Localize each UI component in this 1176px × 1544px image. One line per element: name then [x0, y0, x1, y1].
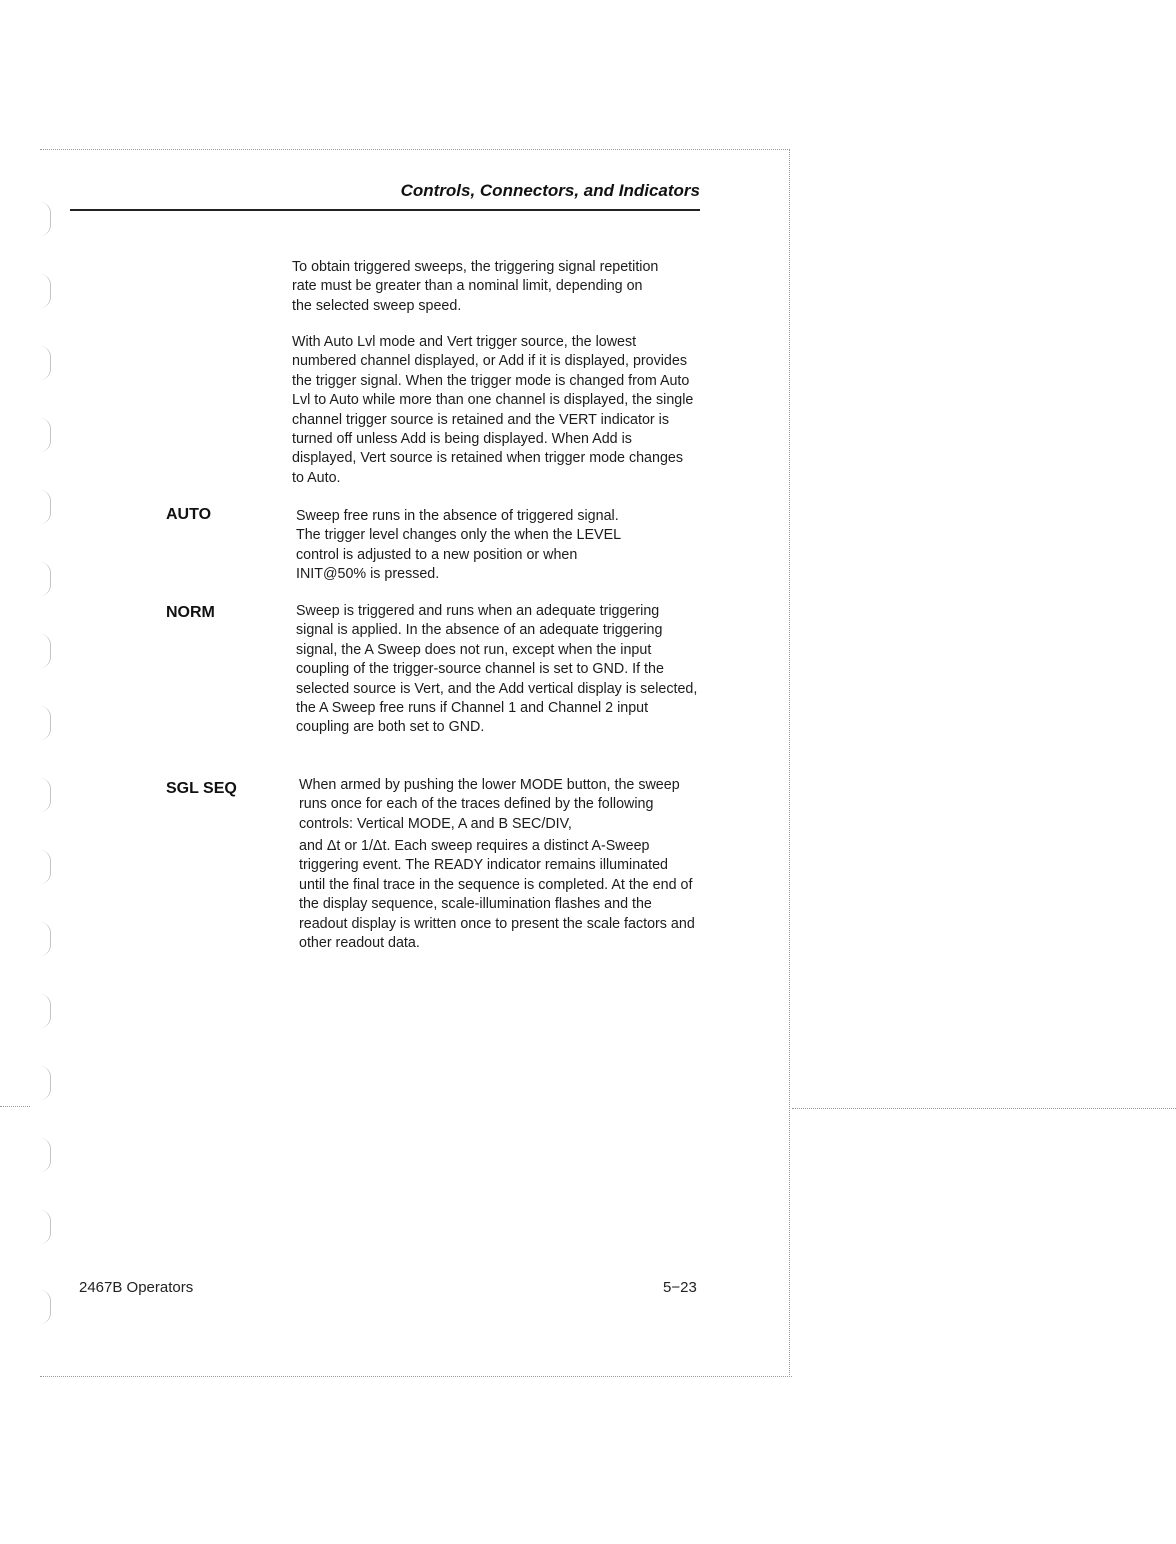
binder-hole	[40, 202, 51, 236]
intro-paragraph-1: To obtain triggered sweeps, the triggering signal repetition rate must be greater than a nominal limit, depending on the selected sweep speed.	[292, 259, 659, 314]
term-auto: AUTO	[166, 506, 212, 523]
term-norm: NORM	[166, 604, 215, 621]
binder-hole	[40, 346, 51, 380]
binder-hole	[40, 490, 51, 524]
scan-edge-top	[40, 149, 790, 150]
binder-hole	[40, 1138, 51, 1172]
scan-edge-right	[789, 149, 790, 1377]
binder-hole	[40, 922, 51, 956]
binder-hole	[40, 1290, 51, 1324]
scan-edge-right-extension	[792, 1108, 1176, 1109]
binder-hole	[40, 994, 51, 1028]
binder-hole	[40, 1210, 51, 1244]
binder-hole	[40, 274, 51, 308]
definition-auto: Sweep free runs in the absence of triggered signal. The trigger level changes only the when the LEVEL control is adjusted to a new position or when INIT@50% is pressed.	[296, 508, 621, 583]
term-sgl-seq: SGL SEQ	[166, 780, 237, 797]
binder-hole	[40, 706, 51, 740]
page-header-title: Controls, Connectors, and Indicators	[400, 181, 700, 200]
binder-hole	[40, 778, 51, 812]
header-rule	[70, 209, 700, 211]
binder-hole	[40, 850, 51, 884]
definition-sgl-seq-part-1: When armed by pushing the lower MODE button, the sweep runs once for each of the traces defined by the following controls: Vertical MODE, A and B SEC/DIV,	[299, 777, 680, 832]
definition-norm: Sweep is triggered and runs when an adequate triggering signal is applied. In the absence of an adequate triggering signal, the A Sweep does not run, except when the input coupling of the trigger-source channel is set to GND. If the selected source is Vert, and the Add vertical display is selected, the A Sweep free runs if Channel 1 and Channel 2 input coupling are both set to GND.	[296, 603, 698, 736]
binder-hole	[40, 418, 51, 452]
binder-hole	[40, 562, 51, 596]
binder-hole	[40, 1066, 51, 1100]
scan-edge-left-stub	[0, 1106, 30, 1107]
binder-hole	[40, 634, 51, 668]
footer-page-number: 5−23	[663, 1279, 697, 1296]
intro-paragraph-2: With Auto Lvl mode and Vert trigger source, the lowest numbered channel displayed, or Add if it is displayed, provides the trigger signal. When the trigger mode is changed from Auto Lvl to Auto while more than one channel is displayed, the single channel trigger source is retained and the VERT indicator is turned off unless Add is being displayed. When Add is displayed, Vert source is retained when trigger mode changes to Auto.	[292, 334, 694, 486]
definition-sgl-seq-part-2: and Δt or 1/Δt. Each sweep requires a distinct A-Sweep triggering event. The READY indicator remains illuminated until the final trace in the sequence is completed. At the end of the display sequence, scale-illumination flashes and the readout display is written once to present the scale factors and other readout data.	[299, 838, 695, 952]
scan-edge-bottom	[40, 1376, 792, 1377]
footer-manual-name: 2467B Operators	[79, 1279, 194, 1296]
